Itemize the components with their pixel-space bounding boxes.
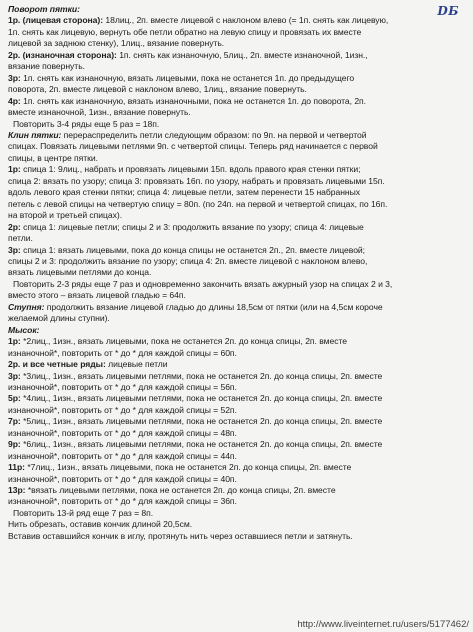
body-text: лицевые петли: [108, 359, 168, 370]
text-line: [8, 233, 470, 244]
text-line: [8, 187, 470, 198]
text-line: [8, 15, 470, 26]
text-line: [8, 38, 470, 49]
text-line: [8, 405, 470, 416]
body-text: *6лиц., 1изн., вязать лицевыми петлями, пока не останется 2п. до конца спицы, 2п. вместе: [23, 439, 383, 450]
body-text: лицевой за заднюю стенку), 1лиц., вязание повернуть.: [8, 38, 225, 49]
emphasis-text: Мысок:: [8, 324, 40, 335]
text-line: [8, 496, 470, 507]
text-line: [8, 84, 470, 95]
body-text: Нить обрезать, оставив кончик длиной 20,5см.: [8, 519, 193, 530]
body-text: *2лиц., 1изн., вязать лицевыми, пока не останется 2п. до конца спицы, 2п. вместе: [23, 336, 347, 347]
emphasis-text: 3р:: [8, 244, 24, 255]
body-text: 1п. снять как лицевую, вернуть обе петли обратно на левую спицу и провязать их вместе: [8, 26, 362, 37]
text-line: [8, 73, 470, 84]
text-line: [8, 348, 470, 359]
text-line: [8, 61, 470, 72]
text-line: [8, 371, 470, 382]
text-line: [8, 245, 470, 256]
logo-mark: DБ: [437, 4, 459, 18]
body-text: Повторить 3-4 ряды еще 5 раз = 18п.: [13, 118, 160, 129]
emphasis-text: 9р:: [8, 439, 24, 450]
emphasis-text: Ступня:: [8, 301, 47, 312]
text-line: [8, 267, 470, 278]
body-text: Вставив оставшийся кончик в иглу, протянуть нить через оставшиеся петли и затянуть.: [8, 530, 353, 541]
body-text: изнаночной*, повторить от * до * для каждой спицы = 56п.: [8, 381, 237, 392]
body-text: 1п. снять как изнаночную, 5лиц., 2п. вместе изнаночной, 1изн.,: [119, 49, 368, 60]
body-text: изнаночной*, повторить от * до * для каждой спицы = 60п.: [8, 347, 237, 358]
body-text: спица 1: 9лиц., набрать и провязать лицевыми 15п. вдоль правого края стенки пятки;: [23, 164, 361, 175]
text-line: [8, 474, 470, 485]
text-line: [8, 382, 470, 393]
body-text: желаемой длины ступни).: [8, 313, 110, 324]
text-line: [8, 176, 470, 187]
body-text: изнаночной*, повторить от * до * для каждой спицы = 48п.: [8, 427, 237, 438]
body-text: перераспределить петли следующим образом: по 9п. на первой и четвертой: [63, 129, 367, 140]
body-text: вместо этого – вязать лицевой гладью = 64п.: [8, 290, 186, 301]
text-line: [8, 210, 470, 221]
body-text: 1п. снять как изнаночную, вязать лицевыми, пока не останется 1п. до предыдущего: [23, 72, 355, 83]
text-line: [8, 325, 470, 336]
emphasis-text: 7р:: [8, 416, 24, 427]
text-line: [8, 336, 470, 347]
text-line: [8, 393, 470, 404]
body-text: спицы 2 и 3: продолжить вязание по узору; спица 4: 2п. вместе лицевой с наклоном влево,: [8, 255, 368, 266]
body-text: поворота, 2п. вместе лицевой с наклоном влево, 1лиц., вязание повернуть.: [8, 84, 307, 95]
emphasis-text: 3р:: [8, 370, 24, 381]
body-text: Повторить 2-3 ряды еще 7 раз и одновременно закончить вязать ажурный узор на спицах 2 и 3,: [13, 278, 393, 289]
emphasis-text: 2р. (изнаночная сторона):: [8, 49, 120, 60]
body-text: *3лиц., 1изн., вязать лицевыми петлями, пока не останется 2п. до конца спицы, 2п. вместе: [23, 370, 383, 381]
text-line: [8, 290, 470, 301]
body-text: петли.: [8, 233, 33, 244]
text-line: [8, 96, 470, 107]
body-text: вязать лицевыми петлями до конца.: [8, 267, 152, 278]
emphasis-text: 1р:: [8, 336, 24, 347]
body-text: спицах. Повязать лицевыми петлями 9п. с четвертой спицы. Теперь ряд начинается с первой: [8, 141, 378, 152]
body-text: спица 1: лицевые петли; спицы 2 и 3: продолжить вязание по узору; спица 4: лицевые: [23, 221, 364, 232]
text-line: [8, 279, 470, 290]
text-line: [8, 107, 470, 118]
emphasis-text: 1р. (лицевая сторона):: [8, 15, 106, 26]
emphasis-text: Клин пятки:: [8, 129, 64, 140]
text-line: [8, 313, 470, 324]
text-line: [8, 359, 470, 370]
body-text: продолжить вязание лицевой гладью до длины 18,5см от пятки (или на 4,5см короче: [46, 301, 383, 312]
text-line: [8, 531, 470, 542]
text-line: [8, 519, 470, 530]
emphasis-text: 1р:: [8, 164, 24, 175]
body-text: вязание повернуть.: [8, 61, 85, 72]
body-text: спицы, в центре пятки.: [8, 152, 98, 163]
body-text: изнаночной*, повторить от * до * для каждой спицы = 40п.: [8, 473, 237, 484]
body-text: вдоль левого края стенки пятки; спица 4: лицевые петли, затем перенести 15 набранных: [8, 187, 360, 198]
text-line: [8, 141, 470, 152]
text-line: [8, 462, 470, 473]
emphasis-text: 13р:: [8, 485, 28, 496]
emphasis-text: 5р:: [8, 393, 24, 404]
text-line: [8, 199, 470, 210]
text-line: [8, 130, 470, 141]
pattern-text: [8, 4, 470, 542]
body-text: 1п. снять как изнаночную, вязать изнаночными, пока не останется 1п. до поворота, 2п.: [23, 95, 366, 106]
body-text: Повторить 13-й ряд еще 7 раз = 8п.: [13, 507, 154, 518]
body-text: *4лиц., 1изн., вязать лицевыми петлями, пока не останется 2п. до конца спицы, 2п. вместе: [23, 393, 383, 404]
emphasis-text: 3р:: [8, 72, 24, 83]
emphasis-text: Поворот пятки:: [8, 4, 80, 14]
body-text: *вязать лицевыми петлями, пока не останется 2п. до конца спицы, 2п. вместе: [27, 485, 336, 496]
emphasis-text: 11р:: [8, 462, 28, 473]
text-line: [8, 416, 470, 427]
text-line: [8, 27, 470, 38]
text-line: [8, 256, 470, 267]
text-line: [8, 50, 470, 61]
text-line: [8, 451, 470, 462]
text-line: [8, 302, 470, 313]
body-text: *5лиц., 1изн., вязать лицевыми петлями, пока не останется 2п. до конца спицы, 2п. вместе: [23, 416, 383, 427]
emphasis-text: 2р. и все четные ряды:: [8, 359, 109, 370]
emphasis-text: 4р:: [8, 95, 24, 106]
body-text: изнаночной*, повторить от * до * для каждой спицы = 44п.: [8, 450, 237, 461]
body-text: 18лиц., 2п. вместе лицевой с наклоном влево (= 1п. снять как лицевую,: [105, 15, 389, 26]
body-text: спица 1: вязать лицевыми, пока до конца спицы не останется 2п., 2п. вместе лицевой;: [23, 244, 366, 255]
text-line: [8, 119, 470, 130]
text-line: [8, 222, 470, 233]
text-line: [8, 485, 470, 496]
text-line: [8, 164, 470, 175]
body-text: *7лиц., 1изн., вязать лицевыми, пока не останется 2п. до конца спицы, 2п. вместе: [27, 462, 352, 473]
body-text: вместе изнаночной, 1изн., вязание повернуть.: [8, 107, 191, 118]
text-line: [8, 508, 470, 519]
body-text: изнаночной*, повторить от * до * для каждой спицы = 52п.: [8, 404, 237, 415]
body-text: спица 2: вязать по узору; спица 3: провязать 16п. по узору, набрать и провязать лицевыми 15п.: [8, 175, 385, 186]
body-text: на второй и третьей спицах).: [8, 210, 123, 221]
text-line: [8, 153, 470, 164]
text-line: [8, 439, 470, 450]
emphasis-text: 2р:: [8, 221, 24, 232]
text-line: [8, 428, 470, 439]
body-text: петель с левой спицы на четвертую спицу = 80п. (по 24п. на первой и четвертой спицах, по 16п.: [8, 198, 388, 209]
body-text: изнаночной*, повторить от * до * для каждой спицы = 36п.: [8, 496, 237, 507]
watermark-url: http://www.liveinternet.ru/users/5177462/: [297, 619, 469, 630]
text-line: [8, 4, 470, 15]
